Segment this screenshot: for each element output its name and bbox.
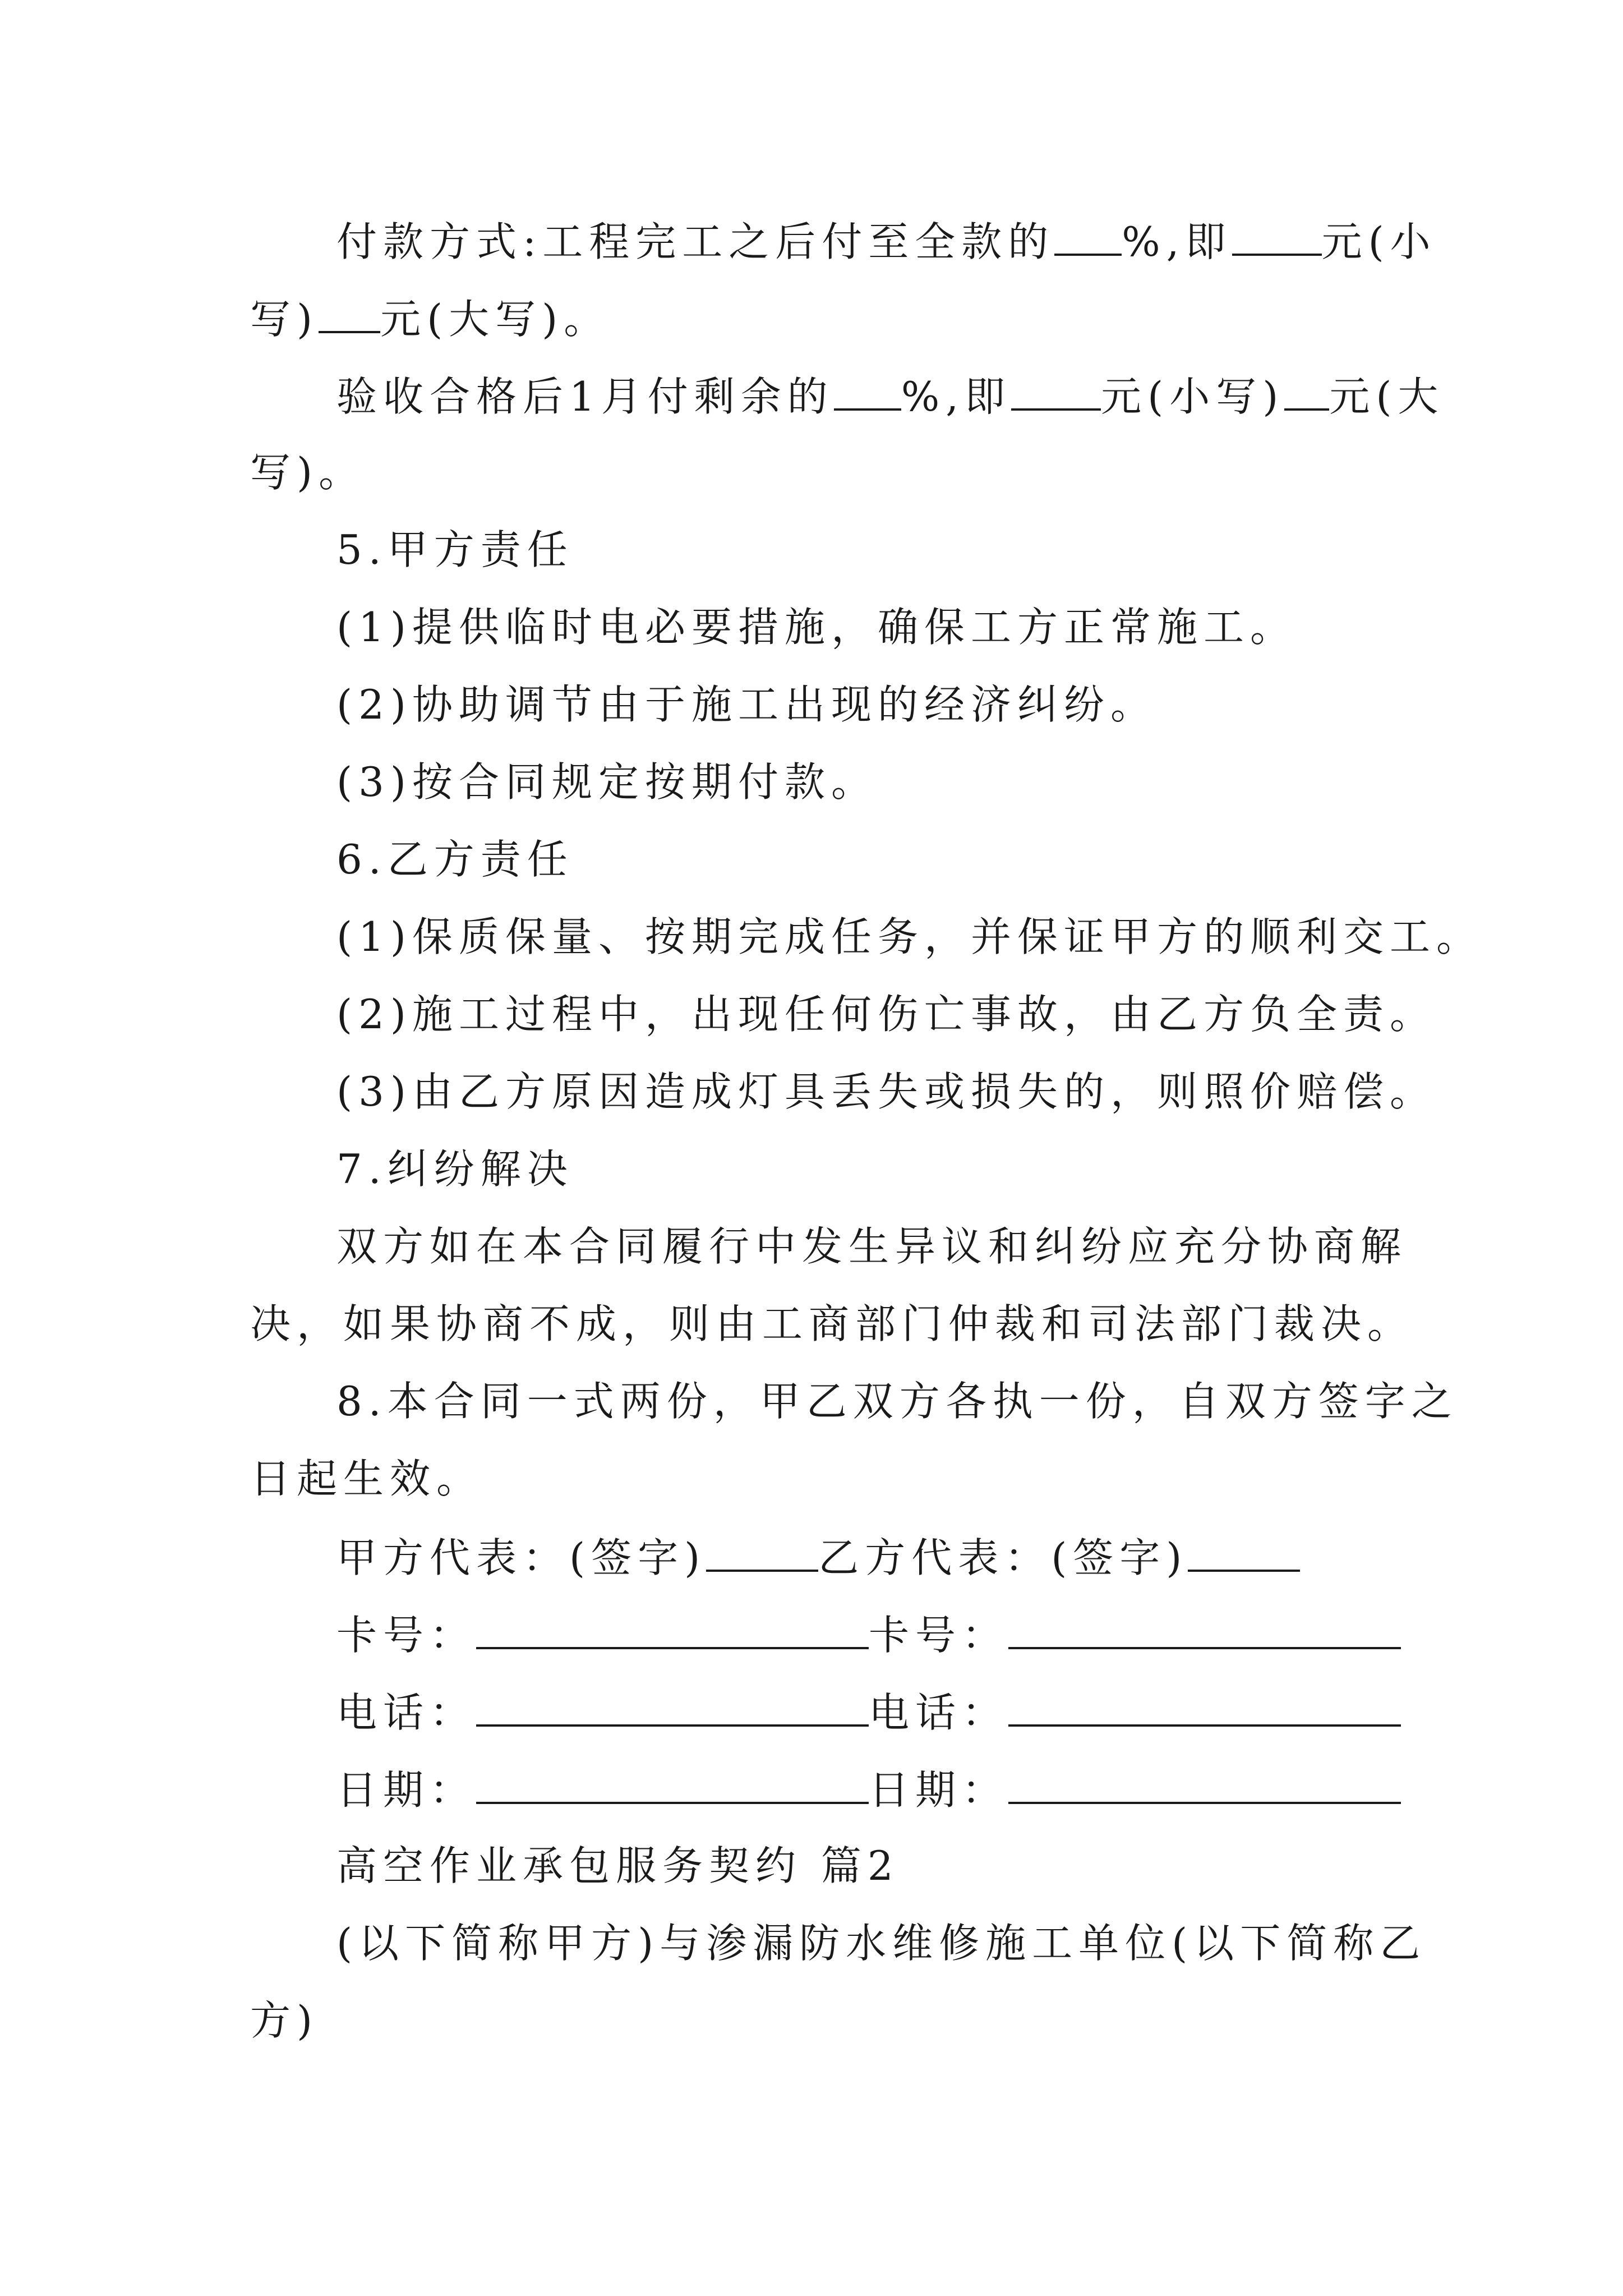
party-a-date-label: 日期： bbox=[336, 1766, 477, 1814]
lowercase-close-text: 写) bbox=[250, 296, 319, 343]
section-6-heading: 6.乙方责任 bbox=[336, 836, 574, 883]
amount-blank bbox=[1232, 220, 1322, 256]
section-8-line-1: 8.本合同一式两份，甲乙双方各执一份，自双方签字之 bbox=[336, 1378, 1458, 1425]
party-a-phone-blank bbox=[476, 1691, 869, 1727]
party-a-phone-label: 电话： bbox=[336, 1689, 477, 1736]
party-a-card-blank bbox=[476, 1613, 869, 1649]
section-5-item-3: (3)按合同规定按期付款。 bbox=[336, 758, 878, 806]
party-b-card-blank bbox=[1008, 1613, 1401, 1649]
party-b-date-label: 日期： bbox=[869, 1766, 1009, 1814]
party-a-card-label: 卡号： bbox=[336, 1612, 477, 1659]
party-a-signature-blank bbox=[706, 1536, 818, 1572]
party-b-signature-blank bbox=[1188, 1536, 1300, 1572]
section-5-item-1: (1)提供临时电必要措施，确保工方正常施工。 bbox=[336, 604, 1297, 651]
contract-2-line-1: (以下简称甲方)与渗漏防水维修施工单位(以下简称乙 bbox=[336, 1920, 1427, 1967]
section-6-item-3: (3)由乙方原因造成灯具丢失或损失的，则照价赔偿。 bbox=[336, 1068, 1436, 1115]
party-b-date-blank bbox=[1008, 1768, 1401, 1804]
acceptance-line-1 bbox=[336, 373, 1445, 420]
party-b-phone-label: 电话： bbox=[869, 1689, 1009, 1736]
section-5-item-2: (2)协助调节由于施工出现的经济纠纷。 bbox=[336, 681, 1157, 728]
remain-amount-blank bbox=[1011, 375, 1101, 411]
card-row bbox=[336, 1612, 1401, 1659]
section-8-line-2: 日起生效。 bbox=[250, 1455, 483, 1502]
signature-row bbox=[336, 1534, 1300, 1581]
percent-blank bbox=[1054, 220, 1122, 256]
section-5-heading: 5.甲方责任 bbox=[336, 526, 574, 573]
acceptance-text: 验收合格后1月付剩余的 bbox=[336, 373, 834, 420]
party-a-date-blank bbox=[476, 1768, 869, 1804]
remain-uppercase-blank bbox=[1284, 375, 1329, 411]
phone-row bbox=[336, 1689, 1401, 1736]
uppercase-text: 元(大写)。 bbox=[380, 296, 611, 343]
party-b-phone-blank bbox=[1008, 1691, 1401, 1727]
section-6-item-1: (1)保质保量、按期完成任务，并保证甲方的顺利交工。 bbox=[336, 913, 1483, 960]
section-7-line-1: 双方如在本合同履行中发生异议和纠纷应充分协商解 bbox=[336, 1223, 1408, 1270]
payment-text: 付款方式:工程完工之后付至全款的 bbox=[336, 218, 1055, 265]
date-row bbox=[336, 1766, 1401, 1814]
uppercase-blank bbox=[319, 297, 380, 333]
section-7-line-2: 决，如果协商不成，则由工商部门仲裁和司法部门裁决。 bbox=[250, 1300, 1414, 1347]
remain-lowercase-text: 元(小写) bbox=[1101, 373, 1285, 420]
payment-line-2 bbox=[250, 296, 611, 343]
amount-unit-text: 元(小 bbox=[1321, 218, 1437, 265]
remain-uppercase-text: 元(大 bbox=[1329, 373, 1445, 420]
remain-percent-blank bbox=[834, 375, 901, 411]
section-6-item-2: (2)施工过程中，出现任何伤亡事故，由乙方负全责。 bbox=[336, 991, 1436, 1038]
section-7-heading: 7.纠纷解决 bbox=[336, 1145, 574, 1193]
party-a-signature-label: 甲方代表：(签字) bbox=[336, 1534, 707, 1581]
contract-2-title: 高空作业承包服务契约 篇2 bbox=[336, 1842, 900, 1889]
contract-2-line-2: 方) bbox=[250, 1997, 319, 2044]
party-b-card-label: 卡号： bbox=[869, 1612, 1009, 1659]
party-b-signature-label: 乙方代表：(签字) bbox=[818, 1534, 1188, 1581]
remain-percent-text: %,即 bbox=[901, 373, 1012, 420]
percent-text: %,即 bbox=[1122, 218, 1232, 265]
payment-line-1 bbox=[336, 218, 1437, 265]
acceptance-line-2: 写)。 bbox=[250, 449, 366, 496]
